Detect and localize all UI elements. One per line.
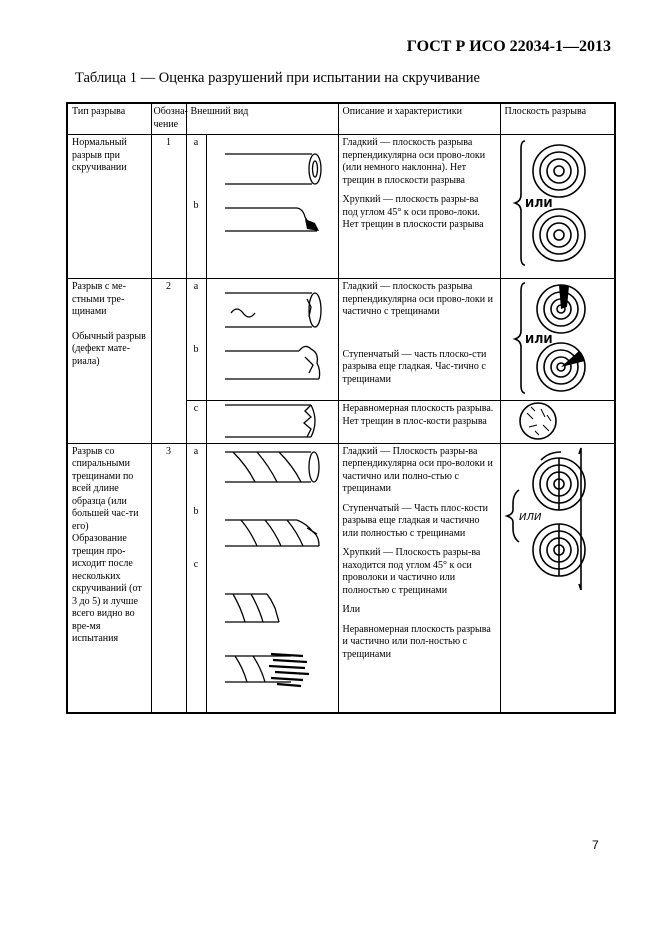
- letter-b: b: [193, 343, 199, 355]
- row1-type: Нормальный разрыв при скручивании: [67, 135, 151, 279]
- or-label: ИЛИ: [524, 197, 553, 211]
- col-header-plane: Плоскость разрыва: [500, 103, 615, 135]
- table-caption: Таблица 1 — Оценка разрушений при испытании на скручивание: [75, 70, 480, 86]
- row2-type-b: Обычный разрыв (дефект мате-риала): [72, 330, 146, 367]
- row3-desc-a: Гладкий — Плоскость разры-ва перпендикулярна оси про-волоки и частично или полно-стью с трещинами: [342, 445, 493, 495]
- row2c-view: [206, 401, 338, 444]
- fracture-plane-uneven: [501, 401, 616, 441]
- fracture-plane-spiral-cracks: [501, 444, 616, 594]
- or-label: ИЛИ: [518, 511, 541, 523]
- row2-plane: [500, 279, 615, 401]
- standard-header: ГОСТ Р ИСО 22034-1—2013: [406, 38, 611, 55]
- letter-b: b: [193, 506, 199, 518]
- row3-view: [206, 443, 338, 713]
- letter-c: c: [193, 558, 199, 570]
- row1-desc-a: Гладкий — плоскость разрыва перпендикулярна оси прово-локи (или немного наклонна). Нет трещин в плоскости разрыва: [342, 137, 486, 186]
- table-row: [67, 443, 615, 713]
- row3-num: 3: [151, 443, 186, 713]
- fracture-table: [66, 102, 616, 714]
- or-label: ИЛИ: [524, 333, 553, 347]
- row3-desc-c: Хрупкий — Плоскость разры-ва находится под углом 45° к оси проволоки и частично или полностью с трещинами: [342, 547, 481, 596]
- row2-desc-ab: [338, 279, 500, 401]
- row2c-desc: Неравномерная плоскость разрыва. Нет трещин в плос-кости разрыва: [338, 401, 500, 444]
- letter-a: a: [193, 281, 199, 293]
- row1-desc: [338, 135, 500, 279]
- wire-drawing-uneven: [207, 401, 339, 441]
- row2-desc-a: Гладкий — плоскость разрыва перпендикулярна оси прово-локи и частично с трещинами: [342, 281, 493, 318]
- row1-num: 1: [151, 135, 186, 279]
- page-number: 7: [592, 838, 599, 852]
- row3-plane: [500, 443, 615, 713]
- row2-view: [206, 279, 338, 401]
- row1-plane: [500, 135, 615, 279]
- row2-desc-b: Ступенчатый — часть плоско-сти разрыва еще гладкая. Час-тично с трещинами: [342, 348, 487, 385]
- row3-desc-or: Или: [342, 604, 361, 616]
- letter-a: a: [193, 137, 199, 149]
- table-header-row: [67, 103, 615, 135]
- letter-a: a: [193, 445, 199, 457]
- wire-drawing-smooth-brittle: [207, 135, 339, 275]
- row3-desc-b: Ступенчатый — Часть плос-кости разрыва еще гладкая и частично или полностью с трещинами: [342, 502, 489, 539]
- table-row: [67, 135, 615, 279]
- row3-type-b: Образование трещин про-исходит после нескольких скручиваний (от 3 до 5) и лучше всего видно во вре-мя испытания: [72, 533, 142, 645]
- row3-letters: [186, 443, 206, 713]
- col-header-type: Тип разрыва: [67, 103, 151, 135]
- letter-c: c: [186, 401, 206, 444]
- row2-num: 2: [151, 279, 186, 443]
- row1-letters: [186, 135, 206, 279]
- fracture-plane-local-cracks: [501, 279, 616, 397]
- row3-type-a: Разрыв со спиральными трещинами по всей длине образца (или большей час-ти его): [72, 445, 139, 532]
- col-header-num: Обозна-чение: [151, 103, 186, 135]
- wire-drawing-spiral-cracks: [207, 444, 339, 708]
- fracture-plane-smooth-brittle: [501, 135, 616, 275]
- row2-type: [67, 279, 151, 443]
- row1-desc-b: Хрупкий — плоскость разры-ва под углом 45° к оси прово-локи. Нет трещин в плоскости разрыва: [342, 194, 484, 231]
- table-row: [67, 279, 615, 401]
- row2c-plane: [500, 401, 615, 444]
- wire-drawing-local-cracks: [207, 279, 339, 397]
- row2-letters: [186, 279, 206, 401]
- letter-b: b: [193, 199, 199, 211]
- row1-view: [206, 135, 338, 279]
- row3-type: [67, 443, 151, 713]
- row3-desc: [338, 443, 500, 713]
- row2-type-a: Разрыв с ме-стными тре-щинами: [72, 281, 126, 318]
- col-header-view: Внешний вид: [186, 103, 338, 135]
- col-header-desc: Описание и характеристики: [338, 103, 500, 135]
- row3-desc-d: Неравномерная плоскость разрыва и частично или пол-ностью с трещинами: [342, 623, 491, 660]
